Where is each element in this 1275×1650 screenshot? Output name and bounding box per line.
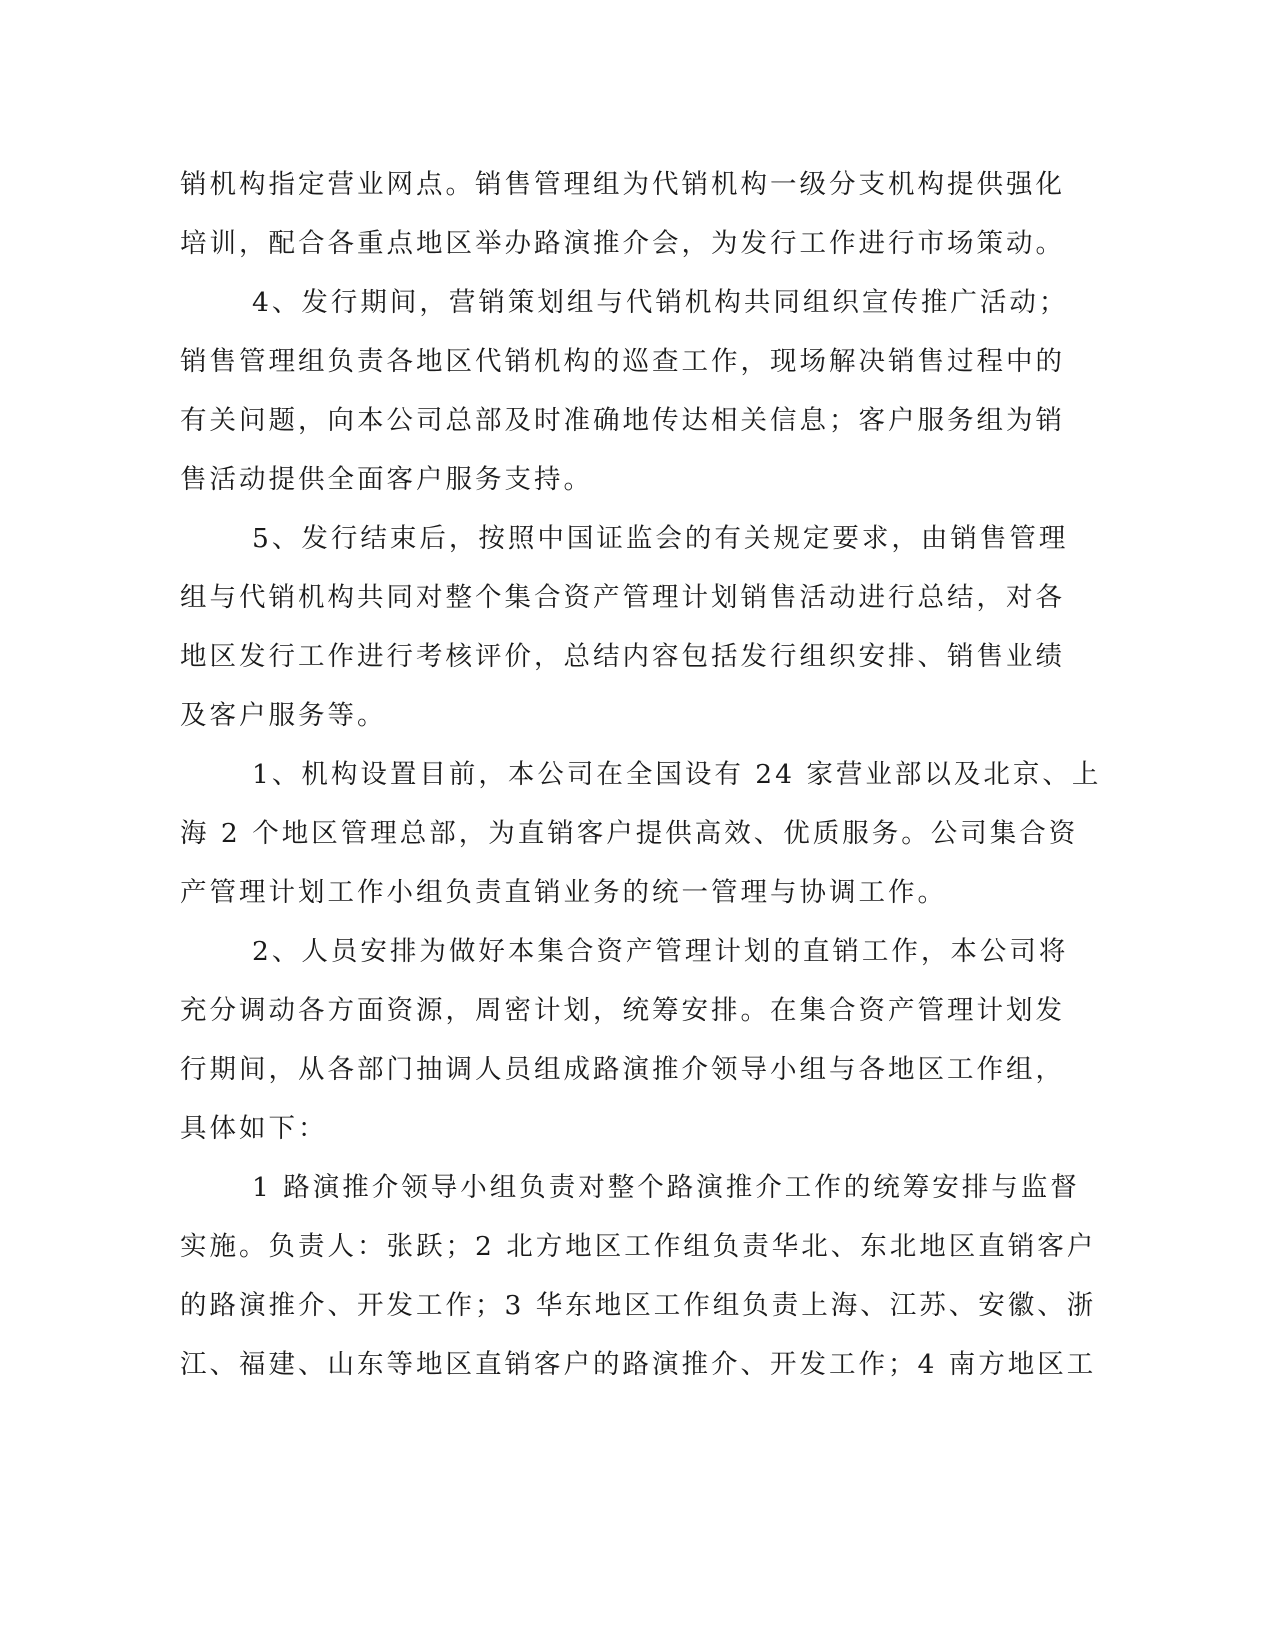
text-line: 充分调动各方面资源，周密计划，统筹安排。在集合资产管理计划发 bbox=[180, 995, 1065, 1026]
text-line: 售活动提供全面客户服务支持。 bbox=[180, 464, 593, 495]
text-line: 5、发行结束后，按照中国证监会的有关规定要求，由销售管理 bbox=[252, 523, 1069, 554]
text-line: 的路演推介、开发工作；3 华东地区工作组负责上海、江苏、安徽、浙 bbox=[180, 1290, 1097, 1321]
text-line: 销机构指定营业网点。销售管理组为代销机构一级分支机构提供强化 bbox=[180, 169, 1065, 200]
text-line: 海 2 个地区管理总部，为直销客户提供高效、优质服务。公司集合资 bbox=[180, 818, 1079, 849]
text-line: 2、人员安排为做好本集合资产管理计划的直销工作，本公司将 bbox=[252, 936, 1069, 967]
text-line: 行期间，从各部门抽调人员组成路演推介领导小组与各地区工作组， bbox=[180, 1054, 1065, 1085]
text-line: 4、发行期间，营销策划组与代销机构共同组织宣传推广活动； bbox=[252, 287, 1069, 318]
text-line: 产管理计划工作小组负责直销业务的统一管理与协调工作。 bbox=[180, 877, 947, 908]
text-line: 实施。负责人：张跃；2 北方地区工作组负责华北、东北地区直销客户 bbox=[180, 1231, 1097, 1262]
text-line: 1、机构设置目前，本公司在全国设有 24 家营业部以及北京、上 bbox=[252, 759, 1102, 790]
text-line: 组与代销机构共同对整个集合资产管理计划销售活动进行总结，对各 bbox=[180, 582, 1065, 613]
text-line: 1 路演推介领导小组负责对整个路演推介工作的统筹安排与监督 bbox=[252, 1172, 1080, 1203]
text-line: 培训，配合各重点地区举办路演推介会，为发行工作进行市场策动。 bbox=[180, 228, 1065, 259]
text-line: 地区发行工作进行考核评价，总结内容包括发行组织安排、销售业绩 bbox=[180, 641, 1065, 672]
text-line: 江、福建、山东等地区直销客户的路演推介、开发工作；4 南方地区工 bbox=[180, 1349, 1097, 1380]
text-line: 有关问题，向本公司总部及时准确地传达相关信息；客户服务组为销 bbox=[180, 405, 1065, 436]
text-line: 具体如下： bbox=[180, 1113, 328, 1144]
text-line: 销售管理组负责各地区代销机构的巡查工作，现场解决销售过程中的 bbox=[180, 346, 1065, 377]
text-line: 及客户服务等。 bbox=[180, 700, 387, 731]
body-text bbox=[180, 155, 1102, 1394]
